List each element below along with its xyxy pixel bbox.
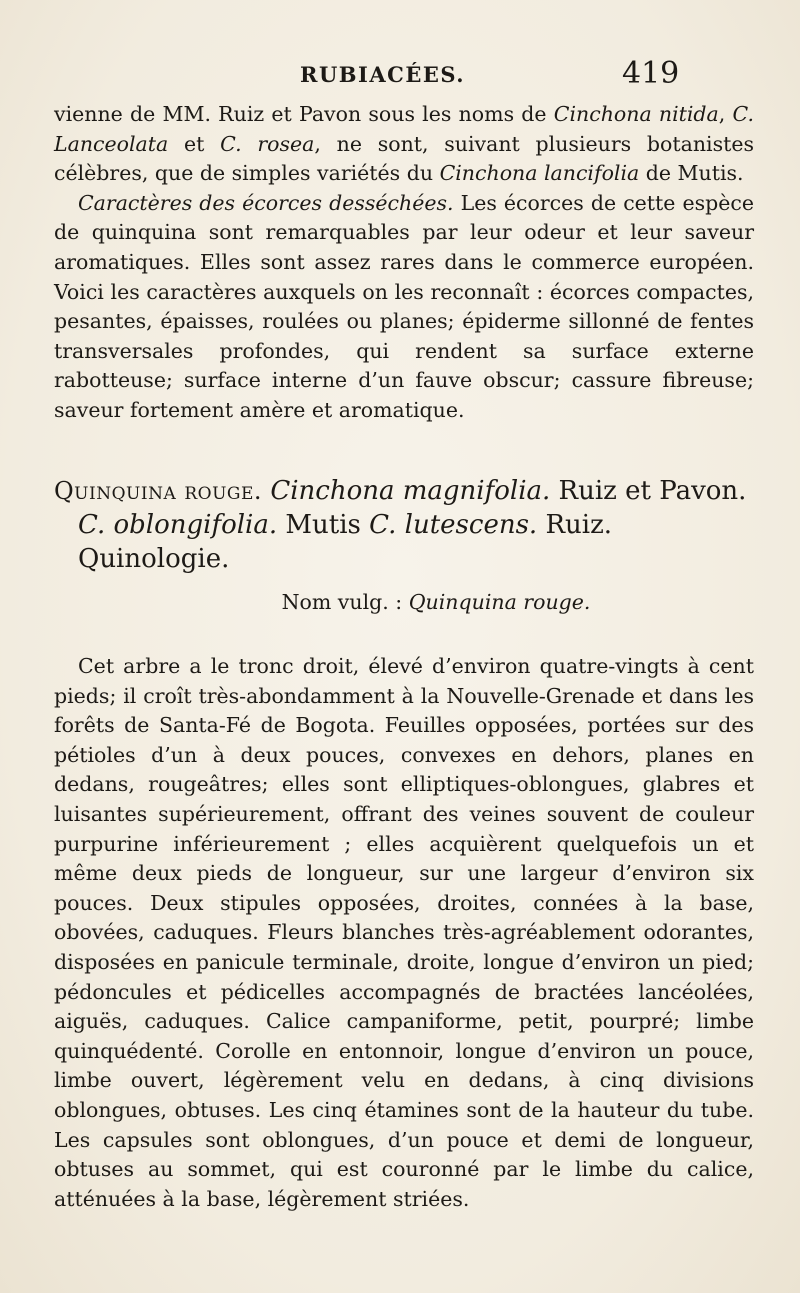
species-name: Cinchona magnifolia. — [270, 476, 551, 506]
text-block-description — [54, 652, 754, 1214]
species-name: C. rosea — [220, 131, 315, 156]
vernacular-value: Quinquina rouge. — [408, 590, 591, 614]
text-run: Mutis — [277, 510, 370, 540]
running-head-title: RUBIACÉES. — [300, 62, 466, 87]
page-number: 419 — [622, 56, 680, 91]
species-name: Cinchona lancifolia — [439, 161, 640, 186]
text-run: Les écorces de cette espèce de quinquina sont remarquables par leur odeur et leur saveur aromatiques. Elles sont assez rares dans le commerce européen. Voici les caractères auxquels on les reconnaît : écorces compactes, pesantes, épaisses, roulées ou planes; épiderme sillonné de fentes transversales profondes, qui rendent sa surface externe rabotteuse; surface interne d’un fauve obscur; cassure fibreuse; saveur fortement amère et aromatique. — [54, 190, 754, 422]
species-name: C. oblongifolia. — [78, 510, 278, 540]
text-run: et — [168, 131, 221, 156]
text-run: , — [718, 102, 733, 126]
vernacular-name — [0, 590, 800, 614]
species-name: C. lutescens. — [369, 510, 538, 540]
paragraph-description: Cet arbre a le tronc droit, élevé d’environ quatre-vingts à cent pieds; il croît très-abondamment à la Nouvelle-Grenade et dans les forêts de Santa-Fé de Bogota. Feuilles opposées, portées sur des pétioles d’un à deux pouces, convexes en dehors, planes en dedans, rougeâtres; elles sont elliptiques-oblongues, glabres et luisantes supérieurement, offrant des veines souvent de couleur purpurine inférieurement ; elles acquièrent quelquefois un et même deux pieds de longueur, sur une largeur d’environ six pouces. Deux stipules opposées, droites, connées à la base, obovées, caduques. Fleurs blanches très-agréablement odorantes, disposées en panicule terminale, droite, longue d’environ un pied; pédoncules et pédicelles accompagnés de bractées lancéolées, aiguës, caduques. Calice campaniforme, petit, pourpré; limbe quinquédenté. Corolle en entonnoir, longue d’environ un pouce, limbe ouvert, légèrement velu en dedans, à cinq divisions oblongues, obtuses. Les cinq étamines sont de la hauteur du tube. Les capsules sont oblongues, d’un pouce et demi de longueur, obtuses au sommet, qui est couronné par le limbe du calice, atténuées à la base, légèrement striées. — [54, 654, 754, 1211]
section-lead: Caractères des écorces desséchées. — [78, 190, 454, 215]
paragraph-continuation — [54, 100, 754, 189]
synonyms — [54, 508, 754, 576]
species-name: Cinchona nitida — [553, 102, 719, 126]
text-run: Ruiz. Quinologie. — [78, 510, 613, 574]
vernacular-label: Nom vulg. : — [281, 590, 409, 614]
text-run: , ne sont, suivant plusieurs botanistes célèbres, que de simples variétés du — [54, 131, 755, 186]
text-block-top — [54, 100, 754, 426]
running-head — [0, 56, 800, 102]
text-run: vienne de MM. Ruiz et Pavon sous les noms de — [54, 102, 554, 126]
common-name: Quinquina rouge. — [54, 477, 263, 505]
paragraph-bark-characters — [54, 189, 754, 426]
text-run: Ruiz et Pavon. — [550, 476, 747, 506]
text-run: de Mutis. — [639, 161, 744, 186]
species-heading — [54, 474, 754, 576]
species-heading-text — [54, 474, 754, 576]
species-name: C. Lanceolata — [54, 102, 754, 156]
